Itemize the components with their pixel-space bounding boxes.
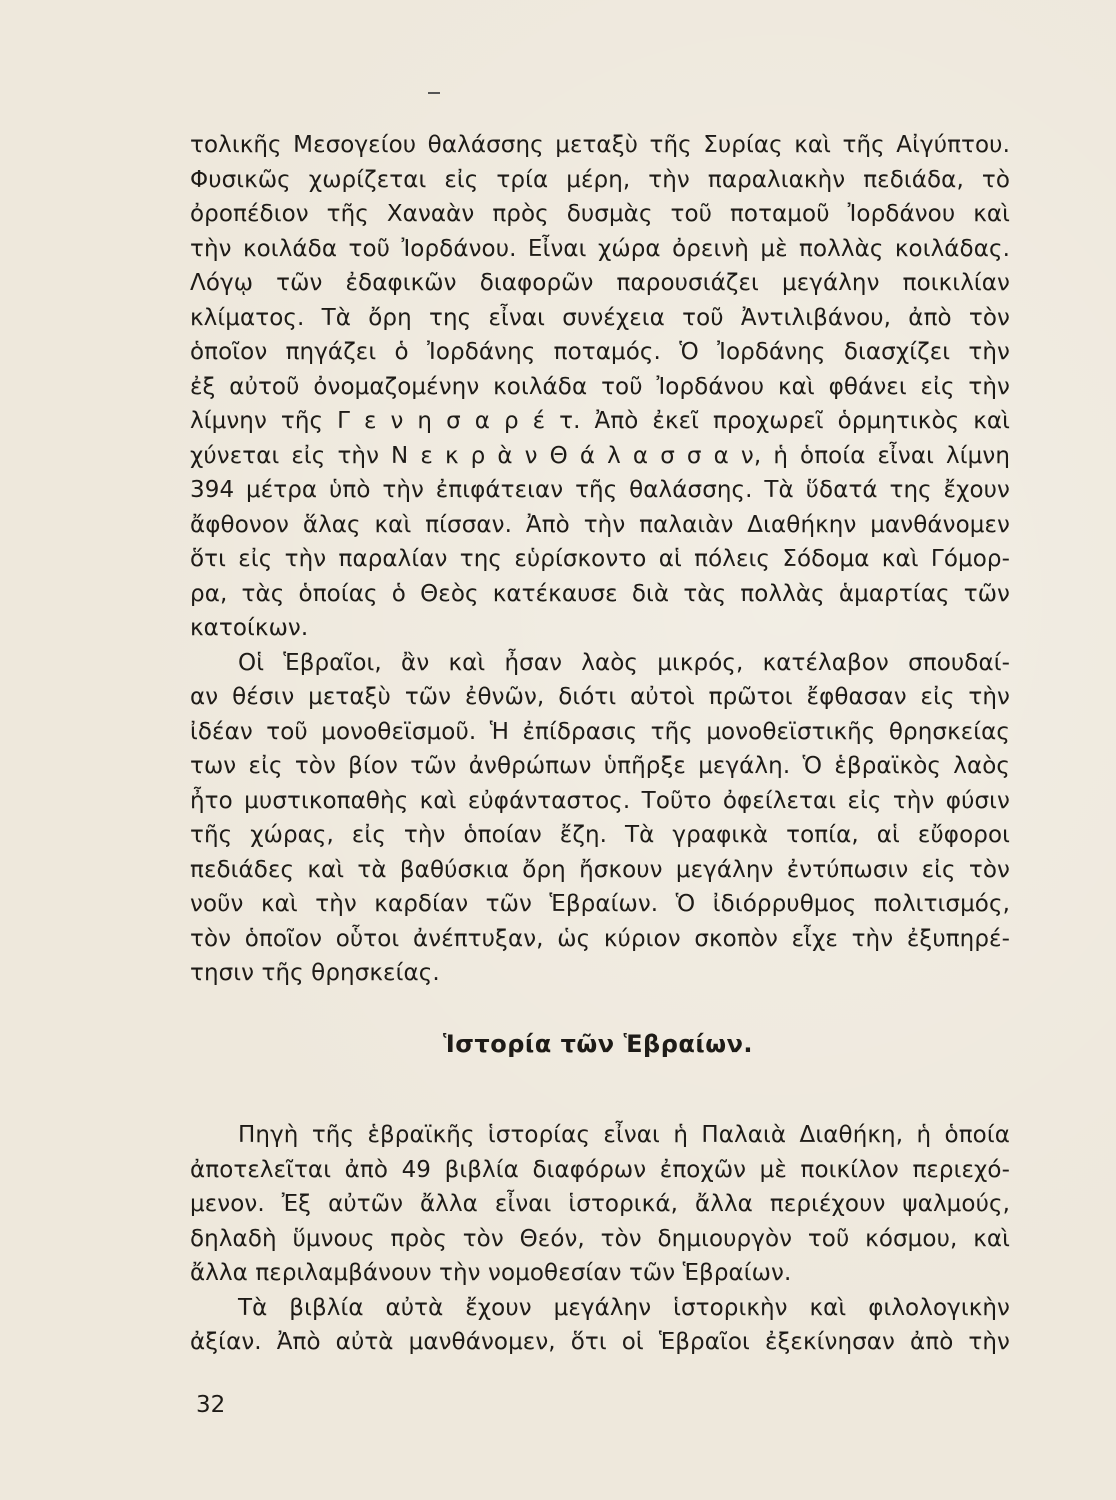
text-line: των εἰς τὸν βίον τῶν ἀνθρώπων ὑπῆρξε μεγάλη. Ὁ ἑβραϊκὸς λαὸς (190, 753, 1010, 779)
text-line: ὀροπέδιον τῆς Χαναὰν πρὸς δυσμὰς τοῦ ποταμοῦ Ἰορδάνου καὶ (190, 201, 1010, 227)
text-line: Πηγὴ τῆς ἑβραϊκῆς ἱστορίας εἶναι ἡ Παλαιὰ Διαθήκη, ἡ ὁποία (238, 1122, 1010, 1148)
text-line: 394 μέτρα ὑπὸ τὴν ἐπιφάτειαν τῆς θαλάσσης. Τὰ ὕδατά της ἔχουν (190, 477, 1010, 503)
text-line: ἀξίαν. Ἀπὸ αὐτὰ μανθάνομεν, ὅτι οἱ Ἑβραῖοι ἐξεκίνησαν ἀπὸ τὴν (190, 1329, 1010, 1355)
text-line: κατοίκων. (190, 615, 309, 641)
upper-text (190, 128, 1010, 991)
text-line: χύνεται εἰς τὴν Ν ε κ ρ ὰ ν Θ ά λ α σ σ α ν, ἡ ὁποία εἶναι λίμνη (190, 442, 1010, 469)
text-line: νοῦν καὶ τὴν καρδίαν τῶν Ἑβραίων. Ὁ ἰδιόρρυθμος πολιτισμός, (190, 891, 1010, 917)
text-line: πεδιάδες καὶ τὰ βαθύσκια ὄρη ἤσκουν μεγάλην ἐντύπωσιν εἰς τὸν (190, 856, 1010, 883)
text-line: κλίματος. Τὰ ὄρη της εἶναι συνέχεια τοῦ Ἀντιλιβάνου, ἀπὸ τὸν (190, 304, 1010, 331)
page-mark (428, 92, 440, 94)
text-line: Φυσικῶς χωρίζεται εἰς τρία μέρη, τὴν παραλιακὴν πεδιάδα, τὸ (190, 166, 1010, 193)
section-heading: Ἱστορία τῶν Ἑβραίων. (442, 1030, 754, 1058)
text-line: ὁποῖον πηγάζει ὁ Ἰορδάνης ποταμός. Ὁ Ἰορδάνης διασχίζει τὴν (190, 339, 1010, 365)
text-line: τὴν κοιλάδα τοῦ Ἰορδάνου. Εἶναι χώρα ὀρεινὴ μὲ πολλὰς κοιλάδας. (190, 235, 1010, 262)
text-line: ἦτο μυστικοπαθὴς καὶ εὐφάνταστος. Τοῦτο ὀφείλεται εἰς τὴν φύσιν (190, 787, 1010, 814)
text-line: Λόγῳ τῶν ἐδαφικῶν διαφορῶν παρουσιάζει μεγάλην ποικιλίαν (190, 270, 1010, 296)
text-line: τησιν τῆς θρησκείας. (190, 960, 440, 986)
text-line: αν θέσιν μεταξὺ τῶν ἐθνῶν, διότι αὐτοὶ πρῶτοι ἔφθασαν εἰς τὴν (190, 684, 1010, 710)
text-line: Τὰ βιβλία αὐτὰ ἔχουν μεγάλην ἱστορικὴν καὶ φιλολογικὴν (238, 1294, 1010, 1321)
text-line: τὸν ὁποῖον οὗτοι ἀνέπτυξαν, ὡς κύριον σκοπὸν εἶχε τὴν ἐξυπηρέ- (190, 925, 1010, 952)
text-line: ὅτι εἰς τὴν παραλίαν της εὑρίσκοντο αἱ πόλεις Σόδομα καὶ Γόμορ- (190, 546, 1010, 572)
text-line: ἀποτελεῖται ἀπὸ 49 βιβλία διαφόρων ἐποχῶν μὲ ποικίλον περιεχό- (190, 1156, 1010, 1183)
text-line: ρα, τὰς ὁποίας ὁ Θεὸς κατέκαυσε διὰ τὰς πολλὰς ἁμαρτίας τῶν (190, 580, 1010, 607)
text-line: Οἱ Ἑβραῖοι, ἂν καὶ ἦσαν λαὸς μικρός, κατέλαβον σπουδαί- (238, 649, 1010, 676)
text-line: μενον. Ἐξ αὐτῶν ἄλλα εἶναι ἱστορικά, ἄλλα περιέχουν ψαλμούς, (190, 1191, 1010, 1217)
text-line: ἐξ αὐτοῦ ὀνομαζομένην κοιλάδα τοῦ Ἰορδάνου καὶ φθάνει εἰς τὴν (190, 373, 1010, 400)
text-line: λίμνην τῆς Γ ε ν η σ α ρ έ τ. Ἀπὸ ἐκεῖ προχωρεῖ ὁρμητικὸς καὶ (190, 408, 1010, 434)
paragraph-2 (190, 646, 1010, 991)
text-line: ἰδέαν τοῦ μονοθεϊσμοῦ. Ἡ ἐπίδρασις τῆς μονοθεϊστικῆς θρησκείας (190, 718, 1010, 745)
paragraph-3 (190, 1118, 1010, 1291)
page-number: 32 (196, 1392, 226, 1418)
text-line: ἄφθονον ἅλας καὶ πίσσαν. Ἀπὸ τὴν παλαιὰν Διαθήκην μανθάνομεν (190, 511, 1010, 538)
text-line: δηλαδὴ ὕμνους πρὸς τὸν Θεόν, τὸν δημιουργὸν τοῦ κόσμου, καὶ (190, 1225, 1010, 1252)
paragraph-4 (190, 1291, 1010, 1360)
paragraph-1 (190, 128, 1010, 646)
text-line: ἄλλα περιλαμβάνουν τὴν νομοθεσίαν τῶν Ἑβραίων. (190, 1260, 792, 1286)
lower-text (190, 1118, 1010, 1360)
text-line: τῆς χώρας, εἰς τὴν ὁποίαν ἔζη. Τὰ γραφικὰ τοπία, αἱ εὔφοροι (190, 822, 1010, 848)
text-line: τολικῆς Μεσογείου θαλάσσης μεταξὺ τῆς Συρίας καὶ τῆς Αἰγύπτου. (190, 132, 1010, 158)
